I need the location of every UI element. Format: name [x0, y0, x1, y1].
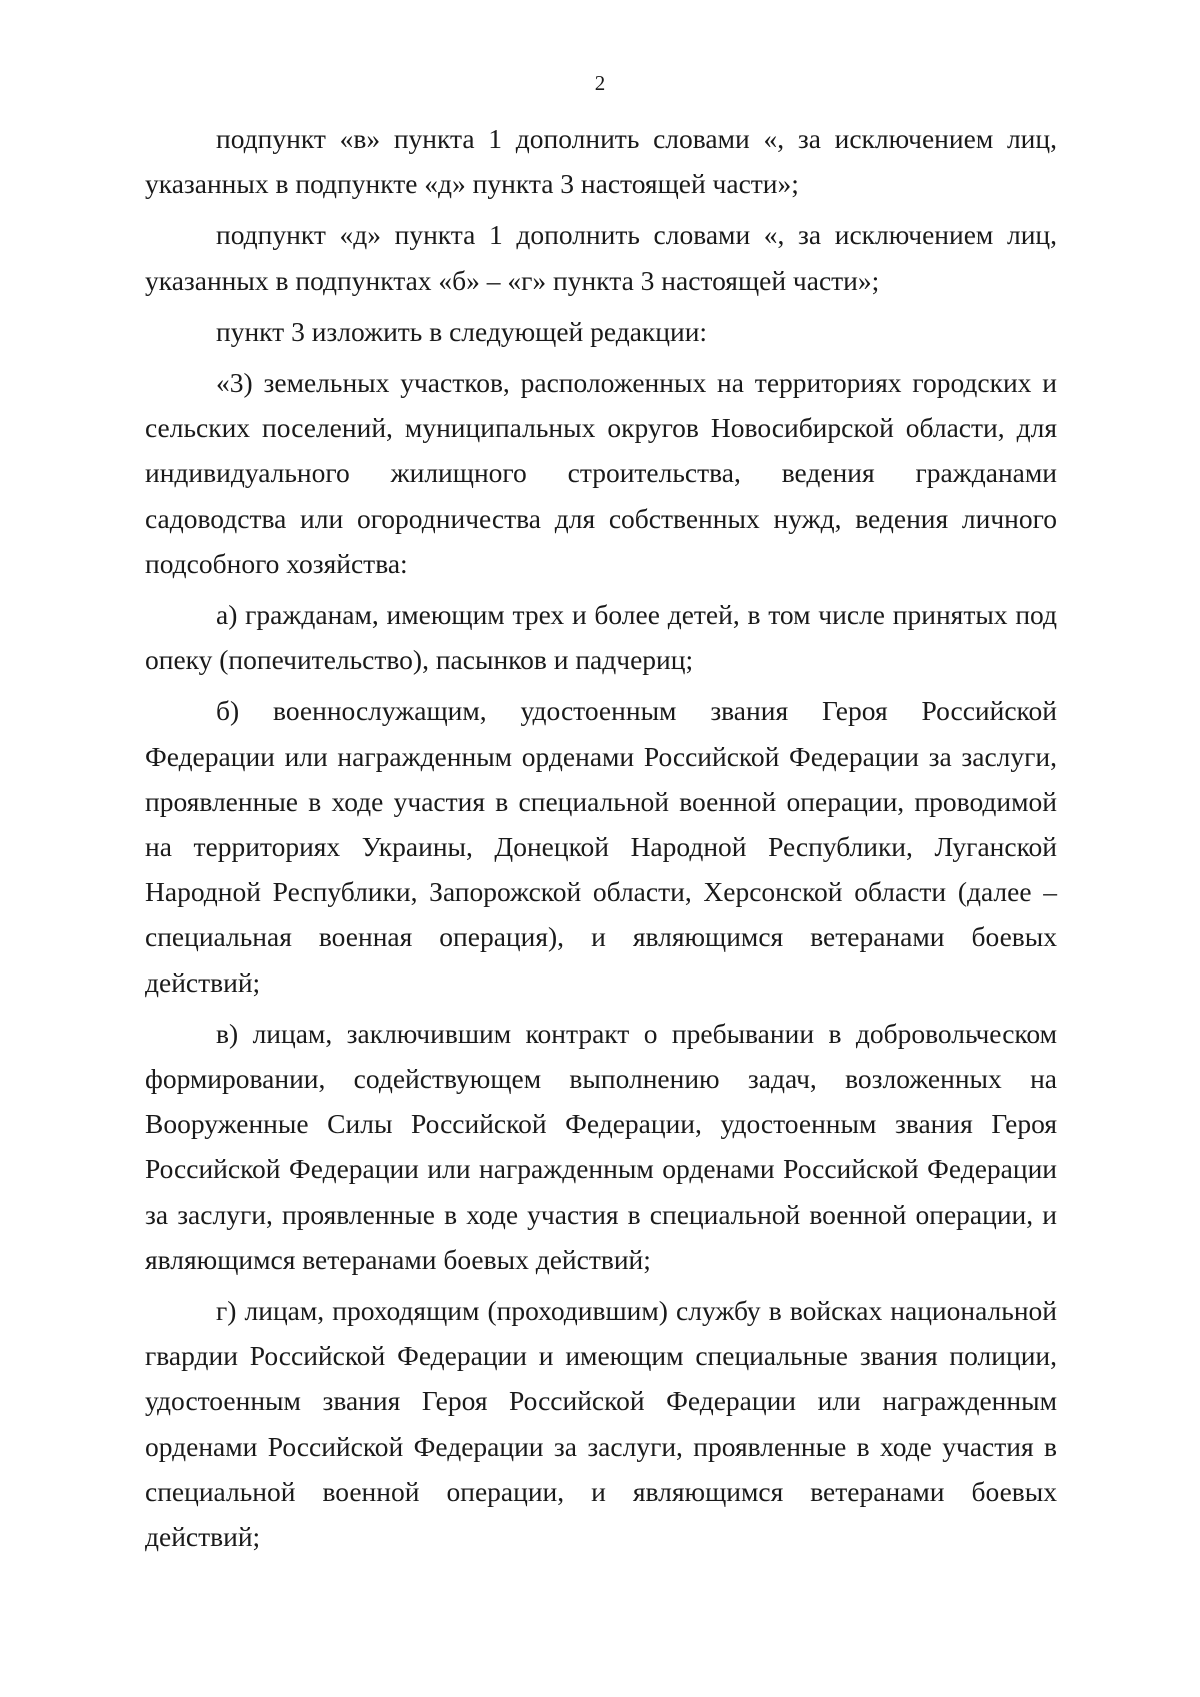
- paragraph-subpoint-v: в) лицам, заключившим контракт о пребывании в добровольческом формировании, содействующем выполнению задач, возложенных на Вооруженные Силы Российской Федерации, удостоенным звания Героя Российской Федерации или награжденным орденами Российской Федерации за заслуги, проявленные в ходе участия в специальной военной операции, и являющимся ветеранами боевых действий;: [145, 1017, 1057, 1275]
- document-body: [145, 116, 1057, 1559]
- paragraph-subpoint-b: б) военнослужащим, удостоенным звания Героя Российской Федерации или награжденным орденами Российской Федерации за заслуги, проявленные в ходе участия в специальной военной операции, проводимой на территориях Украины, Донецкой Народной Республики, Луганской Народной Республики, Запорожской области, Херсонской области (далее – специальная военная операция), и являющимся ветеранами боевых действий;: [145, 695, 1057, 998]
- page-number: 2: [594, 71, 606, 95]
- paragraph-subpoint-a: а) гражданам, имеющим трех и более детей, в том числе принятых под опеку (попечительство), пасынков и падчериц;: [145, 599, 1057, 676]
- paragraph-amend-subpoint-d: подпункт «д» пункта 1 дополнить словами «, за исключением лиц, указанных в подпунктах «б» – «г» пункта 3 настоящей части»;: [145, 219, 1057, 296]
- paragraph-amend-subpoint-v: подпункт «в» пункта 1 дополнить словами «, за исключением лиц, указанных в подпункте «д» пункта 3 настоящей части»;: [145, 123, 1057, 200]
- paragraph-subpoint-g: г) лицам, проходящим (проходившим) службу в войсках национальной гвардии Российской Федерации и имеющим специальные звания полиции, удостоенным звания Героя Российской Федерации или награжденным орденами Российской Федерации за заслуги, проявленные в ходе участия в специальной военной операции, и являющимся ветеранами боевых действий;: [145, 1295, 1057, 1553]
- paragraph-point-3-intro: пункт 3 изложить в следующей редакции:: [216, 315, 708, 347]
- paragraph-point-3-text: «3) земельных участков, расположенных на территориях городских и сельских поселений, муниципальных округов Новосибирской области, для индивидуального жилищного строительства, ведения гражданами садоводства или огородничества для собственных нужд, ведения личного подсобного хозяйства:: [145, 367, 1057, 579]
